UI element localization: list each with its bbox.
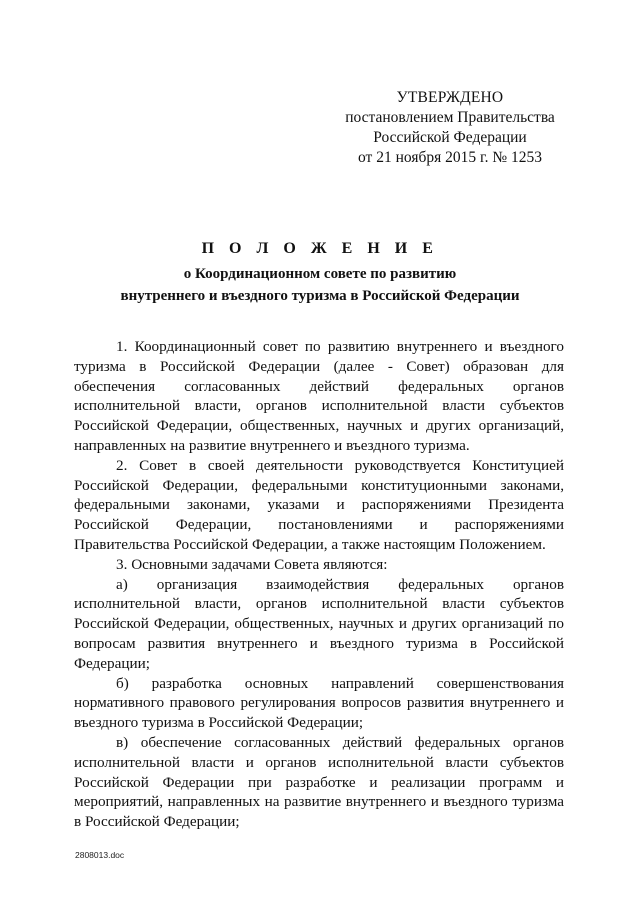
file-name-footer: 2808013.doc bbox=[75, 850, 125, 860]
paragraph-3: 3. Основными задачами Совета являются: bbox=[116, 555, 388, 573]
paragraph-2: 2. Совет в своей деятельности руководствуется Конституцией Российской Федерации, федеральными конституционными законами, федеральными законами, указами и распоряжениями Президента Российской Федерации, постановлениями и распоряжениями Правительства Российской Федерации, а также настоящим Положением. bbox=[74, 456, 564, 553]
paragraph-3c: в) обеспечение согласованных действий федеральных органов исполнительной власти и органов исполнительной власти субъектов Российской Федерации при разработке и реализации программ и мероприятий, направленных на развитие внутреннего и въездного туризма в Российской Федерации; bbox=[74, 733, 564, 831]
document-body bbox=[74, 337, 564, 832]
document-title: П О Л О Ж Е Н И Е bbox=[201, 240, 439, 257]
paragraph-3a: а) организация взаимодействия федеральных органов исполнительной власти, органов исполнительной власти субъектов Российской Федерации, общественных, научных и других организаций по вопросам развития внутреннего и въездного туризма в Российской Федерации; bbox=[74, 575, 564, 672]
approval-line-federation: Российской Федерации bbox=[373, 129, 527, 146]
approval-stamp bbox=[330, 88, 570, 168]
approval-heading: УТВЕРЖДЕНО bbox=[396, 89, 504, 106]
paragraph-3b: б) разработка основных направлений совершенствования нормативного правового регулирования вопросов развития внутреннего и въездного туризма в Российской Федерации; bbox=[74, 674, 564, 732]
document-subtitle-line-2: внутреннего и въездного туризма в Российской Федерации bbox=[120, 288, 520, 304]
document-title-block bbox=[60, 238, 580, 307]
paragraph-1: 1. Координационный совет по развитию внутреннего и въездного туризма в Российской Федерации (далее - Совет) образован для обеспечения согласованных действий федеральных органов исполнительной власти, органов исполнительной власти субъектов Российской Федерации, общественных, научных и других организаций, направленных на развитие внутреннего и въездного туризма. bbox=[74, 338, 564, 454]
approval-line-date-number: от 21 ноября 2015 г. № 1253 bbox=[358, 149, 542, 166]
approval-line-decree: постановлением Правительства bbox=[345, 109, 555, 126]
document-subtitle-line-1: о Координационном совете по развитию bbox=[183, 266, 457, 282]
